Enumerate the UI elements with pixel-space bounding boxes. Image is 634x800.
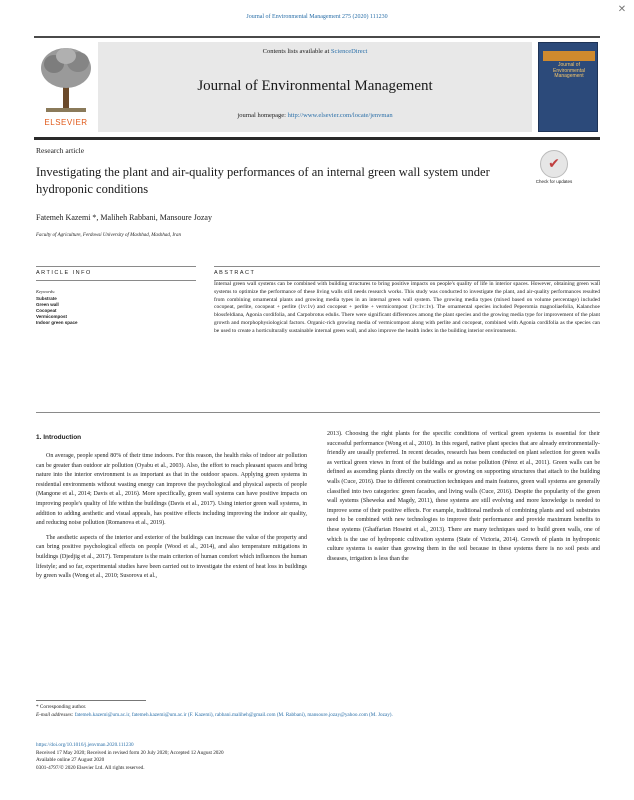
email-addresses[interactable]: fatemeh.kazemi@um.ac.ir, fatemeh.kazemi@um.ac.ir (F. Kazemi), rabbani.maliheh@gmail.com (M. Rabbani), mansoure.jozay@yahoo.com (M. Jozay). <box>74 711 393 718</box>
keyword: Substrate <box>36 296 57 301</box>
keyword: Indoor green space <box>36 320 78 325</box>
abstract-heading: ABSTRACT <box>214 270 256 276</box>
sciencedirect-link[interactable]: ScienceDirect <box>330 48 368 55</box>
article-type: Research article <box>36 146 85 155</box>
intro-paragraph: On average, people spend 80% of their time indoors. For this reason, the health risks of indoor air pollution can be greater than outdoor air pollution (Oyabu et al., 2003). Also, the effort to reach pleasant spaces and bring nature into the interior environment is as important as that in the outdoor spaces. Applying green systems in residential environments without wasting energy can improve the psychological and physical aspects of people (Mangone et al., 2014; Davis et al., 2016). More specifically, green wall systems can have positive impacts on improving people's quality of life within the buildings (Davis et al., 2017). Using interior green wall systems, in addition to adding aesthetic and visual appeals, has positive effects including improving the indoor air quality, and reducing noise pollution (Romanova et al., 2019). <box>36 453 307 527</box>
close-icon[interactable]: ✕ <box>617 4 627 15</box>
header-rule <box>34 36 600 38</box>
affiliation: Faculty of Agriculture, Ferdowsi University of Mashhad, Mashhad, Iran <box>36 233 181 238</box>
article-info-rule <box>36 266 196 267</box>
publisher-name: ELSEVIER <box>44 118 88 127</box>
copyright: 0301-4797/© 2020 Elsevier Ltd. All rights reserved. <box>36 764 145 771</box>
doi-link[interactable]: https://doi.org/10.1016/j.jenvman.2020.111230 <box>36 742 134 748</box>
keywords-label: Keywords: <box>36 289 56 294</box>
footnotes <box>36 704 600 719</box>
journal-cover[interactable] <box>538 42 598 132</box>
homepage-prefix: journal homepage: <box>237 112 288 119</box>
journal-reference[interactable]: Journal of Environmental Management 275 (2020) 111230 <box>246 14 388 20</box>
article-info-heading: ARTICLE INFO <box>36 270 92 276</box>
keyword: Green wall <box>36 302 59 307</box>
available-online: Available online 27 August 2020 <box>36 757 105 764</box>
header-bottom-rule <box>34 137 600 140</box>
keyword: Cocopeat <box>36 308 57 313</box>
intro-left-column <box>36 452 307 587</box>
article-title: Investigating the plant and air-quality performances of an internal green wall system under hydroponic conditions <box>36 165 490 196</box>
introduction-heading: 1. Introduction <box>36 434 82 441</box>
check-for-updates-label[interactable]: Check for updates <box>535 179 573 184</box>
corresponding-note: * Corresponding author. <box>36 704 87 710</box>
abstract-bottom-rule <box>36 412 600 413</box>
journal-title: Journal of Environmental Management <box>197 78 433 94</box>
homepage-link[interactable]: http://www.elsevier.com/locate/jenvman <box>287 112 393 119</box>
email-line <box>36 712 600 720</box>
homepage-line <box>98 112 532 119</box>
contents-line <box>98 48 532 55</box>
article-meta <box>36 742 600 772</box>
article-info-rule-bottom <box>36 280 196 281</box>
cover-band <box>543 51 595 61</box>
contents-prefix: Contents lists available at <box>262 48 331 55</box>
intro-paragraph: The aesthetic aspects of the interior and exterior of the buildings can increase the value of the property and can bring positive psychological effects on people (Wood et al., 2014), and also temperature mitigations in buildings (Djedjig et al., 2017). Temperature is the main criterion of human comfort which influences the human lifestyle; and so far, experimental studies have been carried out to investigate the extent of heat loss in buildings by green walls (Wong et al., 2010; Susorova et al., <box>36 534 307 580</box>
received-dates: Received 17 May 2020; Received in revised form 20 July 2020; Accepted 12 August 2020 <box>36 749 224 756</box>
authors[interactable]: Fatemeh Kazemi *, Maliheh Rabbani, Mansoure Jozay <box>36 213 212 222</box>
footnote-rule <box>36 700 146 701</box>
cover-title: Journal of Environmental Management <box>553 62 585 79</box>
keyword: Vermicompost <box>36 314 68 319</box>
email-label: E-mail addresses: <box>36 711 74 718</box>
check-for-updates-icon[interactable]: ✔ <box>540 150 568 178</box>
intro-right-column: 2013). Choosing the right plants for the specific conditions of vertical green systems is essential for their successful performance (Wong et al., 2010). In this regard, native plant species that are already environmentally-friendly are usually preferred. In recent decades, research has been conducted on plant selection for green walls as vertical green views in front of the buildings and as noise pollution (Pérez et al., 2011). Green walls can be defined as ascending plants directly on the walls or growing on supporting structures that attach to the building walls (Cuce, 2016). Due to different construction techniques and main features, green wall systems are generally classified into two categories: green facades, and living walls (Cuce, 2016). Despite the popularity of the green wall systems (Sheweka and Magdy, 2011), these systems are still evolving and more knowledge is needed to improve some of their positive effects. For example, traditional methods of combining plants and soil substrates need to be combined with new technologies to improve their performance and provide maximum benefits to these systems (Ghaffarian Hoseini et al., 2013). There are many techniques used to build green walls, one of which is the use of hydroponic cultivation systems (State of Victoria, 2014). Growth of plants in hydroponic culture systems is easier than growing them in the soil because in these systems there is no soil pests and diseases, irrigation is less than the <box>327 431 600 562</box>
keywords-list <box>36 296 196 326</box>
abstract-text: Internal green wall systems can be combined with building structures to bring positive impacts on people's quality of life in interior spaces. However, obtaining green wall systems to optimize the performance of these living walls still needs research works. This study was conducted to investigate the plant, and air-quality performances resulted from combining ornamental plants and growing media types in an internal green wall system. The growing media types (mixed based on volume percentage) included cocopeat, perlite, cocopeat + perlite (1v:1v) and cocopeat + perlite + vermicompost (1v:1v:1v). The ornamental species included Peperomia magnoliaefolia, Kalanchoe blossfeldiana, Agonia cordifolia, and Carpobrotus edulis. There were significant differences among the plant species and the growing media type for improvement of the plant growth and morphophysiological factors. Organic-rich growing media of vermicompost along with perlite and cocopeat, combined with Agonia cordifolia as the species can be used to create a horticulturally sustainable internal green wall, and also improve the health index in the building interior environments. <box>214 281 600 334</box>
abstract-rule <box>214 266 600 267</box>
